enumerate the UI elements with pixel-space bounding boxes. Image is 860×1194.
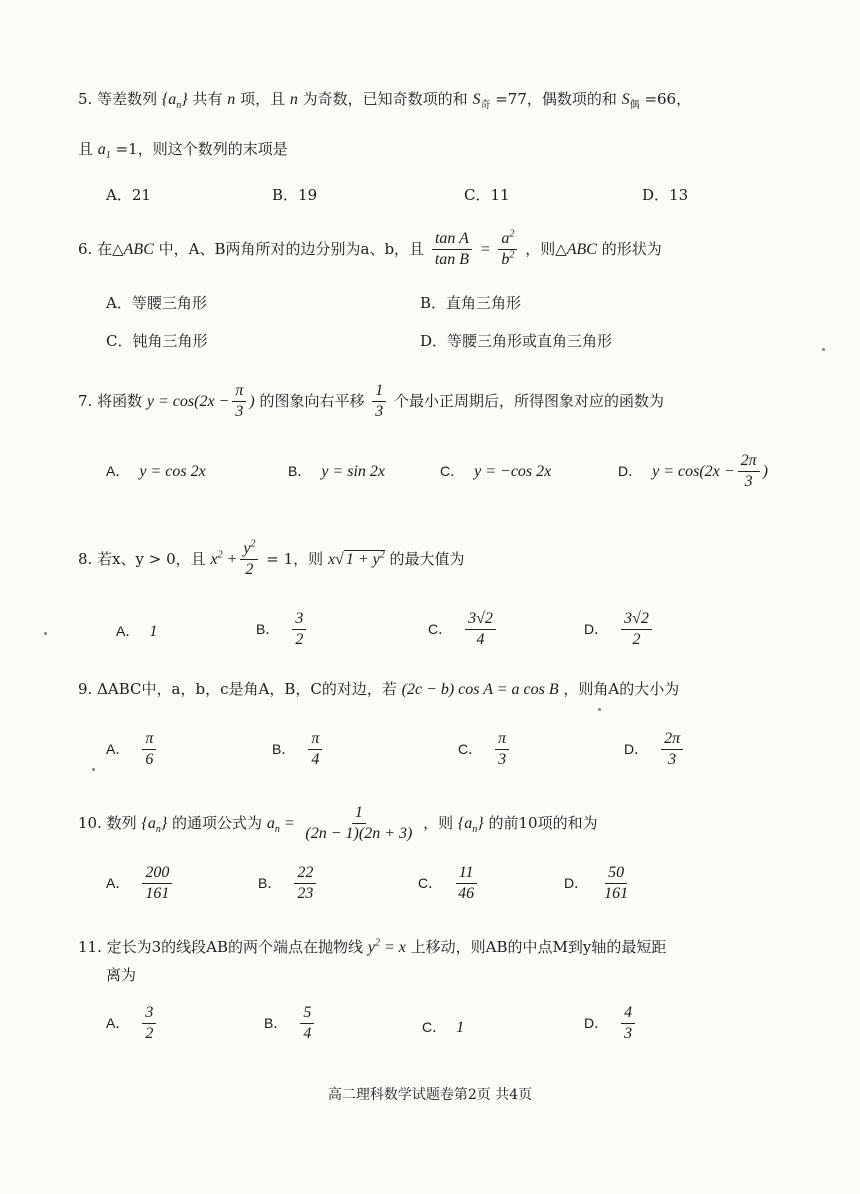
option-d-label: D．: [584, 620, 609, 637]
q5-text-2: 共有: [192, 90, 223, 108]
question-7-options: [106, 452, 820, 498]
option-b-label: B．: [264, 1014, 288, 1031]
s-even: $S_偶$: [621, 91, 640, 112]
question-11-options: [106, 1004, 820, 1052]
q5-line2-b: =1，则这个数列的末项是: [115, 140, 288, 158]
question-6: 6. 在△ABC 中，A、B两角所对的边分别为a、b，且 $\frac{\text{tan A}}{\text{tan B}}$ = $\frac{a^2}{b^2}$ ，则△ABC 的形状为: [78, 228, 662, 269]
option-d-value: y = cos(2x −: [652, 462, 735, 480]
q5-text-5: =77，偶数项的和: [495, 90, 617, 108]
option-a: A．21: [106, 186, 151, 204]
option-a-den: 161: [145, 885, 170, 903]
option-a-num: 200: [142, 864, 172, 884]
option-c-label: C．: [440, 463, 465, 479]
option-d: D． y = cos(2x − $\frac{2\pi}{3}$ ): [618, 452, 768, 491]
option-c-num: 11: [456, 864, 477, 884]
s-even-sub: 偶: [629, 100, 640, 112]
q9-equation: (2c − b) cos A = a cos B: [401, 681, 559, 698]
q5-text-6: =66，: [644, 90, 692, 108]
option-d: D． $\frac{2\pi}{3}$: [624, 730, 686, 770]
question-number: 11.: [78, 938, 102, 956]
q5-text-4: 为奇数，已知奇数项的和: [302, 90, 468, 108]
option-a-label: A．: [116, 623, 140, 639]
option-c: C．钝角三角形: [106, 332, 208, 350]
option-b-label: B．: [256, 620, 280, 637]
option-d: D． $\frac{3√2}{2}$: [584, 610, 655, 650]
question-9: [78, 676, 800, 703]
option-c: C． $\frac{\pi}{3}$: [458, 730, 512, 770]
y2-over-2: $\frac{y^2}{2}$: [240, 540, 258, 580]
scan-speck: [44, 632, 47, 635]
q8-text-2: = 1，则: [266, 549, 324, 568]
scan-speck: [822, 348, 825, 351]
option-b: B． $\frac{5}{4}$: [264, 1004, 317, 1044]
option-a: A．等腰三角形: [106, 294, 207, 312]
tan-ratio-num: tan A: [432, 230, 472, 250]
q5-text-1: 等差数列: [97, 90, 158, 108]
pi-over-3: $\frac{\pi}{3}$: [232, 382, 246, 422]
option-d-num: 50: [605, 864, 627, 884]
option-b: B．直角三角形: [420, 294, 522, 312]
question-8: [78, 540, 800, 580]
option-d-label: D．: [584, 1014, 609, 1031]
option-d-den: 161: [604, 885, 629, 903]
question-11-line-2: [106, 962, 800, 988]
q6-text-2: 中，A、B两角所对的边分别为a、b，且: [158, 239, 425, 258]
scan-speck: [598, 708, 601, 711]
question-5-options: [106, 182, 820, 208]
q10-text-3: ，则: [423, 813, 454, 832]
option-c: [440, 458, 551, 485]
tan-ratio: [432, 230, 472, 270]
option-b-den: 23: [297, 885, 314, 903]
question-number: 7.: [78, 391, 93, 410]
general-term: [302, 804, 415, 844]
option-a: A． $\frac{3}{2}$: [106, 1004, 159, 1044]
option-a: A． 1: [116, 623, 158, 640]
question-9-options: [106, 730, 820, 774]
side-ratio: $\frac{a^2}{b^2}$: [498, 230, 517, 270]
question-5-line-2: [78, 136, 800, 163]
option-d: D．13: [642, 186, 689, 204]
q10-text-1: 数列: [106, 813, 137, 832]
option-c-label: C．: [418, 874, 443, 891]
option-b-label: B．: [258, 874, 282, 891]
option-c: C． $\frac{3√2}{4}$: [428, 610, 499, 650]
cos-function: y = cos(2x −: [146, 392, 230, 410]
option-b-label: B．: [288, 463, 312, 479]
option-c-label: C．: [458, 740, 483, 757]
option-c-value: 1: [456, 1019, 465, 1036]
q5-line2-a: 且: [78, 140, 94, 158]
var-n-2: n: [289, 91, 298, 108]
option-b-num: 22: [294, 864, 316, 884]
sequence-symbol: $\{a_n\}$: [141, 814, 168, 836]
q7-text-3: 个最小正周期后，所得图象对应的函数为: [394, 391, 665, 410]
target-expr: x√ $1 + y^2$: [327, 549, 385, 568]
a1: $a_1$: [97, 141, 111, 162]
question-number: 5.: [78, 90, 93, 108]
option-a-label: A．: [106, 463, 130, 479]
triangle-abc-2: ABC: [566, 240, 597, 258]
question-number: 6.: [78, 239, 93, 258]
question-7: 7. 将函数 y = cos(2x − $\frac{\pi}{3}$ ) 的图象向右平移 $\frac{1}{3}$ 个最小正周期后，所得图象对应的函数为: [78, 382, 665, 421]
general-term-den: (2n − 1)(2n + 3): [305, 825, 413, 843]
option-c: C．11: [464, 186, 510, 204]
q8-text-3: 的最大值为: [389, 549, 465, 568]
option-c-label: C．: [422, 1019, 447, 1035]
question-6-options-row-2: [106, 328, 820, 354]
question-10-options: [106, 864, 820, 912]
option-b: [288, 458, 385, 485]
option-d: [564, 864, 634, 904]
option-b: B．19: [272, 186, 318, 204]
q11-text-2: 上移动，则AB的中点M到y轴的最短距: [410, 938, 667, 956]
option-b-value: y = sin 2x: [321, 463, 386, 480]
one-third: $\frac{1}{3}$: [372, 382, 386, 422]
option-b-label: B．: [272, 740, 296, 757]
question-10: 10. 数列 $\{a_n\}$ 的通项公式为 $a_n$ = $\frac{1}{(2n - 1)(2n + 3)}$ ，则 $\{a_n\}$ 的前10项的和为: [78, 804, 598, 843]
question-number: 9.: [78, 680, 93, 698]
scan-speck: [92, 768, 95, 771]
option-a: A． $\frac{\pi}{6}$: [106, 730, 159, 770]
option-b: B． $\frac{3}{2}$: [256, 610, 309, 650]
triangle-abc: ABC: [123, 240, 154, 258]
q9-text-1: ΔABC中，a，b，c是角A，B，C的对边，若: [97, 680, 397, 698]
page-footer: 高二理科数学试题卷第2页 共4页: [327, 1087, 533, 1103]
question-8-options: [106, 610, 820, 654]
q6-text-3: ，则△: [525, 239, 567, 258]
question-number: 8.: [78, 549, 93, 568]
option-c-value: y = −cos 2x: [474, 463, 552, 480]
option-a-value: y = cos 2x: [139, 463, 206, 480]
question-5: [78, 86, 800, 113]
option-b: [258, 864, 319, 904]
q11-line2: 离为: [106, 966, 137, 984]
option-a-label: A．: [106, 740, 130, 757]
option-a: [106, 458, 206, 485]
sequence-symbol: $\{a_n\}$: [161, 91, 188, 112]
option-c: [422, 1014, 464, 1041]
option-c-label: C．: [428, 620, 453, 637]
s-odd: $S_奇$: [472, 91, 491, 112]
s-odd-sub: 奇: [480, 100, 491, 112]
question-11: [78, 934, 800, 961]
option-a-label: A．: [106, 1014, 130, 1031]
q6-text-4: 的形状为: [601, 239, 662, 258]
option-b: B． $\frac{\pi}{4}$: [272, 730, 325, 770]
question-6-options-row-1: [106, 290, 820, 316]
var-n: n: [227, 91, 236, 108]
option-d-label: D．: [564, 874, 589, 891]
question-number: 10.: [78, 813, 102, 832]
q8-text-1: 若x、y > 0，且: [97, 549, 206, 568]
q5-text-3: 项，且: [240, 90, 286, 108]
q7-text-2: 的图象向右平移: [259, 391, 365, 410]
q11-text-1: 定长为3的线段AB的两个端点在抛物线: [106, 938, 364, 956]
q10-text-2: 的通项公式为: [172, 813, 263, 832]
q9-text-3: ，则角A的大小为: [563, 680, 680, 698]
option-c: [418, 864, 480, 904]
option-d: D．等腰三角形或直角三角形: [420, 332, 613, 350]
q7-text-1: 将函数: [97, 391, 143, 410]
tan-ratio-den: tan B: [434, 251, 470, 269]
option-d-label: D．: [618, 462, 643, 479]
option-c-den: 46: [458, 885, 475, 903]
option-a-label: A．: [106, 874, 130, 891]
general-term-num: 1: [352, 804, 366, 824]
q6-text-1: 在△: [97, 239, 124, 258]
q10-text-4: 的前10项的和为: [488, 813, 598, 832]
option-d: D． $\frac{4}{3}$: [584, 1004, 638, 1044]
parabola: $y^2 = x$: [367, 937, 406, 956]
ellipse-expr: $x^2$ +: [210, 549, 238, 568]
option-d-label: D．: [624, 740, 649, 757]
option-a: [106, 864, 175, 904]
